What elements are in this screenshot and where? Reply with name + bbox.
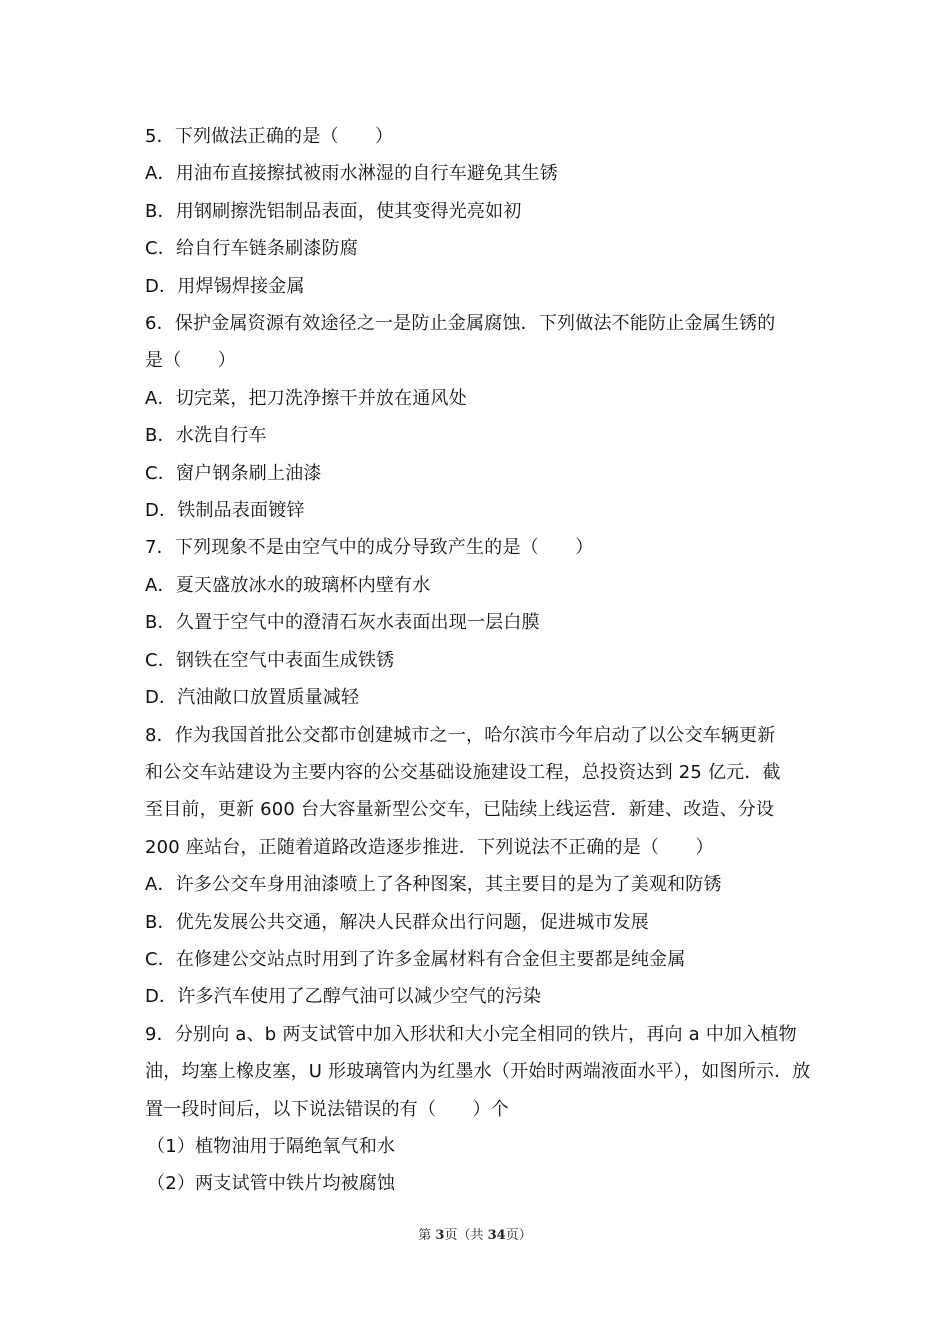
question-8-stem-line-2: 和公交车站建设为主要内容的公交基础设施建设工程，总投资达到 25 亿元．截 xyxy=(145,761,781,783)
question-7-stem: 7．下列现象不是由空气中的成分导致产生的是（ ） xyxy=(145,537,594,559)
question-5-option-b: B．用钢刷擦洗铝制品表面，使其变得光亮如初 xyxy=(145,200,522,222)
footer-page-number: 3 xyxy=(435,1228,445,1243)
footer-suffix: 页） xyxy=(505,1228,532,1243)
question-7-option-b: B．久置于空气中的澄清石灰水表面出现一层白膜 xyxy=(145,612,540,634)
question-5-option-a: A．用油布直接擦拭被雨水淋湿的自行车避免其生锈 xyxy=(145,163,558,185)
question-7-option-d: D．汽油敞口放置质量减轻 xyxy=(145,687,360,709)
page-footer xyxy=(0,1224,950,1243)
question-7-option-a: A．夏天盛放冰水的玻璃杯内壁有水 xyxy=(145,574,431,596)
question-5-stem: 5．下列做法正确的是（ ） xyxy=(145,126,394,147)
question-8-option-d: D．许多汽车使用了乙醇气油可以减少空气的污染 xyxy=(145,986,542,1008)
question-9-statement-2: （2）两支试管中铁片均被腐蚀 xyxy=(147,1173,396,1195)
question-5-option-d: D．用焊锡焊接金属 xyxy=(145,275,305,297)
page-content xyxy=(145,118,815,1203)
question-6-stem-line-2: 是（ ） xyxy=(145,350,236,372)
footer-total-pages: 34 xyxy=(487,1228,506,1243)
question-6-option-c: C．窗户钢条刷上油漆 xyxy=(145,462,322,484)
question-9-statement-1: （1）植物油用于隔绝氧气和水 xyxy=(147,1135,396,1157)
question-8-stem-line-3: 至目前，更新 600 台大容量新型公交车，已陆续上线运营．新建、改造、分设 xyxy=(145,799,775,821)
footer-prefix: 第 xyxy=(418,1228,436,1243)
question-8-stem-line-4: 200 座站台，正随着道路改造逐步推进．下列说法不正确的是（ ） xyxy=(145,836,714,858)
question-5-option-c: C．给自行车链条刷漆防腐 xyxy=(145,238,358,260)
question-6-option-d: D．铁制品表面镀锌 xyxy=(145,500,305,522)
footer-mid: 页（共 xyxy=(444,1228,488,1243)
question-9-stem-line-2: 油，均塞上橡皮塞，U 形玻璃管内为红墨水（开始时两端液面水平），如图所示．放 xyxy=(145,1061,811,1083)
question-8-option-b: B．优先发展公共交通，解决人民群众出行问题，促进城市发展 xyxy=(145,911,649,933)
question-6-stem-line-1: 6．保护金属资源有效途径之一是防止金属腐蚀．下列做法不能防止金属生锈的 xyxy=(145,313,776,335)
question-6-option-b: B．水洗自行车 xyxy=(145,425,267,447)
question-8-stem-line-1: 8．作为我国首批公交都市创建城市之一，哈尔滨市今年启动了以公交车辆更新 xyxy=(145,724,776,746)
question-9-stem-line-1: 9．分别向 a、b 两支试管中加入形状和大小完全相同的铁片，再向 a 中加入植物 xyxy=(145,1023,797,1045)
question-6-option-a: A．切完菜，把刀洗净擦干并放在通风处 xyxy=(145,387,467,409)
question-7-option-c: C．钢铁在空气中表面生成铁锈 xyxy=(145,649,395,671)
question-9-stem-line-3: 置一段时间后，以下说法错误的有（ ）个 xyxy=(145,1098,509,1120)
question-8-option-a: A．许多公交车身用油漆喷上了各种图案，其主要目的是为了美观和防锈 xyxy=(145,874,722,896)
question-8-option-c: C．在修建公交站点时用到了许多金属材料有合金但主要都是纯金属 xyxy=(145,948,686,970)
